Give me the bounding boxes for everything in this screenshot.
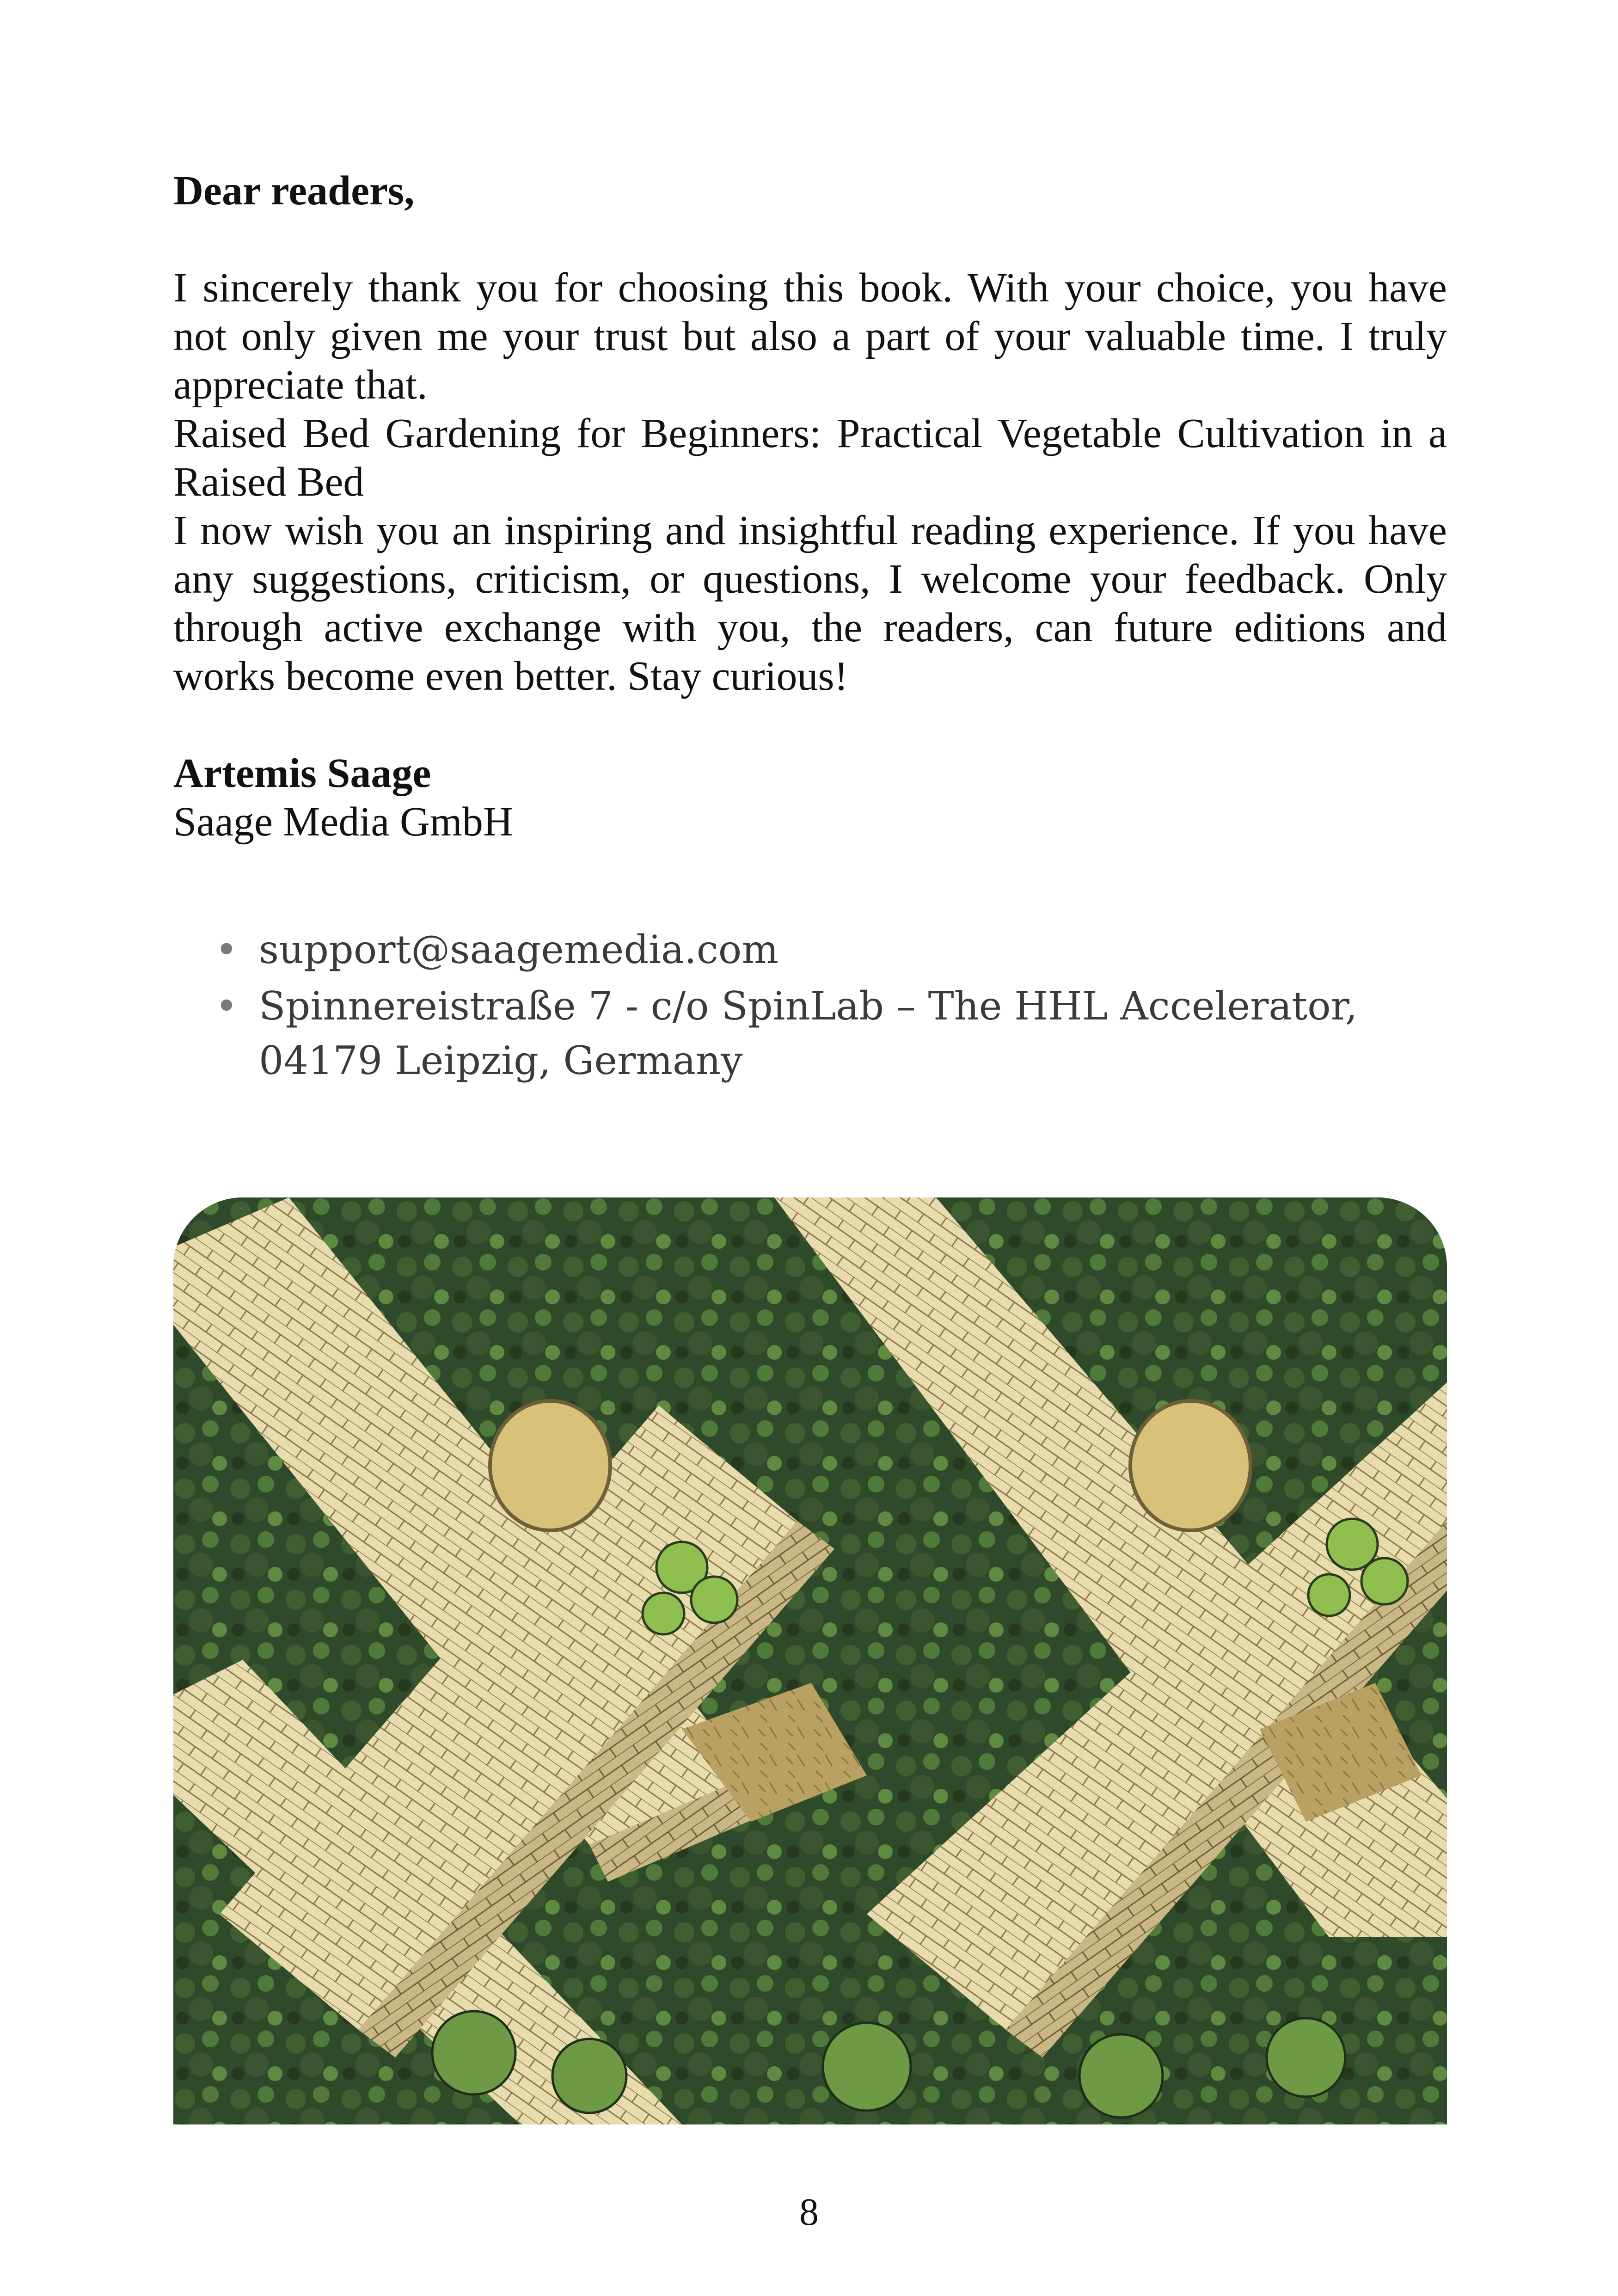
author-name: Artemis Saage <box>173 750 431 796</box>
bullet-icon: • <box>215 927 238 972</box>
spacer <box>173 215 1447 264</box>
greeting: Dear readers, <box>173 168 415 214</box>
garden-illustration <box>173 1197 1447 2124</box>
contact-email-text[interactable]: support@saagemedia.com <box>259 927 779 972</box>
page-number: 8 <box>799 2191 819 2234</box>
contact-email[interactable] <box>215 922 1417 977</box>
raised-beds-image <box>173 1197 1447 2124</box>
book-title: Raised Bed Gardening for Beginners: Practical Vegetable Cultivation in a Raised Bed <box>173 411 1447 505</box>
letter <box>173 166 1447 846</box>
company-name: Saage Media GmbH <box>173 799 513 845</box>
bullet-icon: • <box>215 983 238 1029</box>
contact-address-text: Spinnereistraße 7 - c/o SpinLab – The HHL Accelerator, 04179 Leipzig, Germany <box>259 983 1358 1083</box>
paragraph-thanks: I sincerely thank you for choosing this book. With your choice, you have not only given me your trust but also a part of your valuable time. I truly appreciate that. <box>173 265 1447 408</box>
contact-address <box>215 979 1417 1088</box>
paragraph-wishes: I now wish you an inspiring and insightful reading experience. If you have any suggestions, criticism, or questions, I welcome your feedback. Only through active exchange with you, the readers, can future editions and works become even better. Stay curious! <box>173 508 1447 699</box>
spacer <box>173 700 1447 749</box>
contact-list <box>215 922 1417 1090</box>
